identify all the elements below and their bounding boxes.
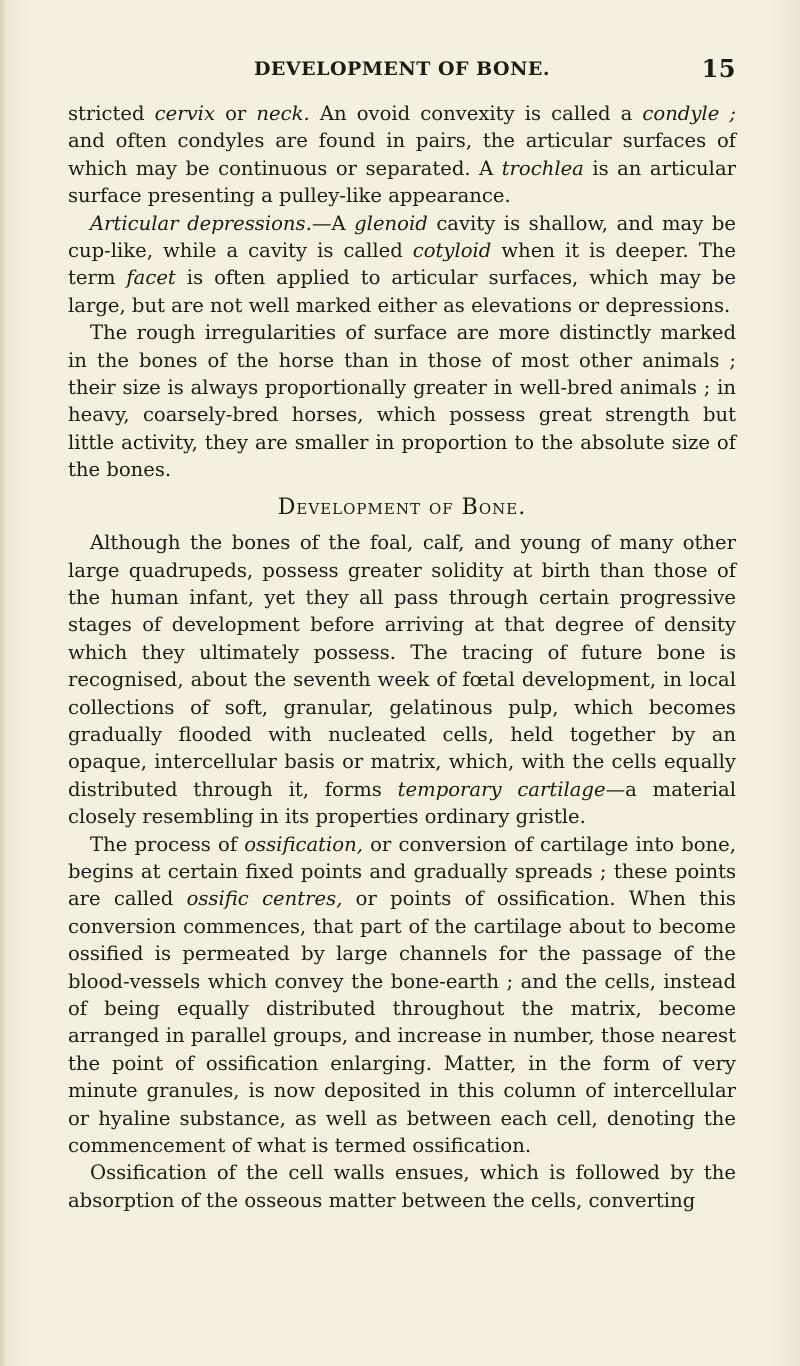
running-title: DEVELOPMENT OF BONE. — [253, 58, 551, 80]
text-run: Ossification of the cell walls ensues, which is followed by the absorption of the osseous matter between the cells, converting — [68, 1161, 736, 1212]
italic-term: facet — [126, 266, 176, 290]
text-run: —A — [311, 211, 355, 235]
text-run: stricted — [68, 102, 155, 125]
italic-term: cervix — [154, 102, 215, 125]
text-run: is an articular surface presenting a pulley-like appearance. — [68, 156, 736, 208]
text-run: An ovoid convexity is called a — [309, 102, 643, 125]
text-run: and often condyles are found in pairs, the articular surfaces of which may be continuous or separated. A — [68, 129, 736, 180]
text-run: or — [215, 102, 257, 125]
text-run: cavity is shallow, and may be cup-like, while a cavity is called — [68, 211, 736, 263]
section-heading-text: Development of Bone. — [277, 494, 527, 520]
italic-term: condyle ; — [642, 102, 737, 125]
page-number: 15 — [701, 54, 736, 83]
text-run: The process of — [90, 832, 245, 856]
paragraph-continued — [68, 100, 736, 210]
italic-term: Articular depressions. — [90, 211, 312, 235]
paragraph-articular-depressions — [68, 210, 736, 320]
text-run: The rough irregularities of surface are more distinctly marked in the bones of the horse than in those of most other animals ; their size is always proportionally greater in well-bred animals ; in heavy, coarsely-bred horses, which possess great strength but little activity, they are smaller in proportion to the absolute size of the bones. — [68, 321, 736, 482]
text-run: or points of ossification. When this conversion commences, that part of the cartilage about to become ossified is permeated by large channels for the passage of the blood-vessels which convey the bone-earth ; and the cells, instead of being equally distributed throughout the matrix, become arranged in parallel groups, and increase in number, those nearest the point of ossification enlarging. Matter, in the form of very minute granules, is now deposited in this column of intercellular or hyaline substance, as well as between each cell, denoting the commencement of what is termed ossification. — [68, 887, 736, 1158]
running-head — [68, 54, 736, 83]
text-run: is often applied to articular surfaces, which may be large, but are not well marked either as elevations or depressions. — [68, 266, 736, 317]
paragraph-cell-wall-ossification — [68, 1159, 736, 1214]
text-run: when it is deeper. The term — [68, 239, 736, 290]
italic-term: ossification, — [244, 832, 363, 856]
section-heading — [68, 494, 736, 522]
paragraph-ossification-process — [68, 831, 736, 1160]
paragraph-surface-irregularities — [68, 319, 736, 483]
paragraph-development-intro — [68, 529, 736, 830]
body-text — [68, 100, 736, 1214]
italic-term: trochlea — [501, 156, 584, 180]
italic-term: glenoid — [354, 211, 428, 235]
page-edge-shadow — [0, 0, 6, 1366]
text-run: —a material closely resembling in its properties ordinary gristle. — [68, 777, 736, 829]
italic-term: temporary cartilage — [397, 777, 606, 801]
italic-term: neck. — [256, 102, 310, 125]
text-run: or conversion of cartilage into bone, begins at certain fixed points and gradually spreads ; these points are called — [68, 832, 736, 911]
text-run: Although the bones of the foal, calf, and young of many other large quadrupeds, possess greater solidity at birth than those of the human infant, yet they all pass through certain progressive stages of development before arriving at that degree of density which they ultimately possess. The tracing of future bone is recognised, about the seventh week of fœtal development, in local collections of soft, granular, gelatinous pulp, which becomes gradually flooded with nucleated cells, held together by an opaque, intercellular basis or matrix, which, with the cells equally distributed through it, forms — [68, 531, 736, 801]
italic-term: ossific centres, — [186, 887, 343, 911]
italic-term: cotyloid — [412, 239, 492, 263]
